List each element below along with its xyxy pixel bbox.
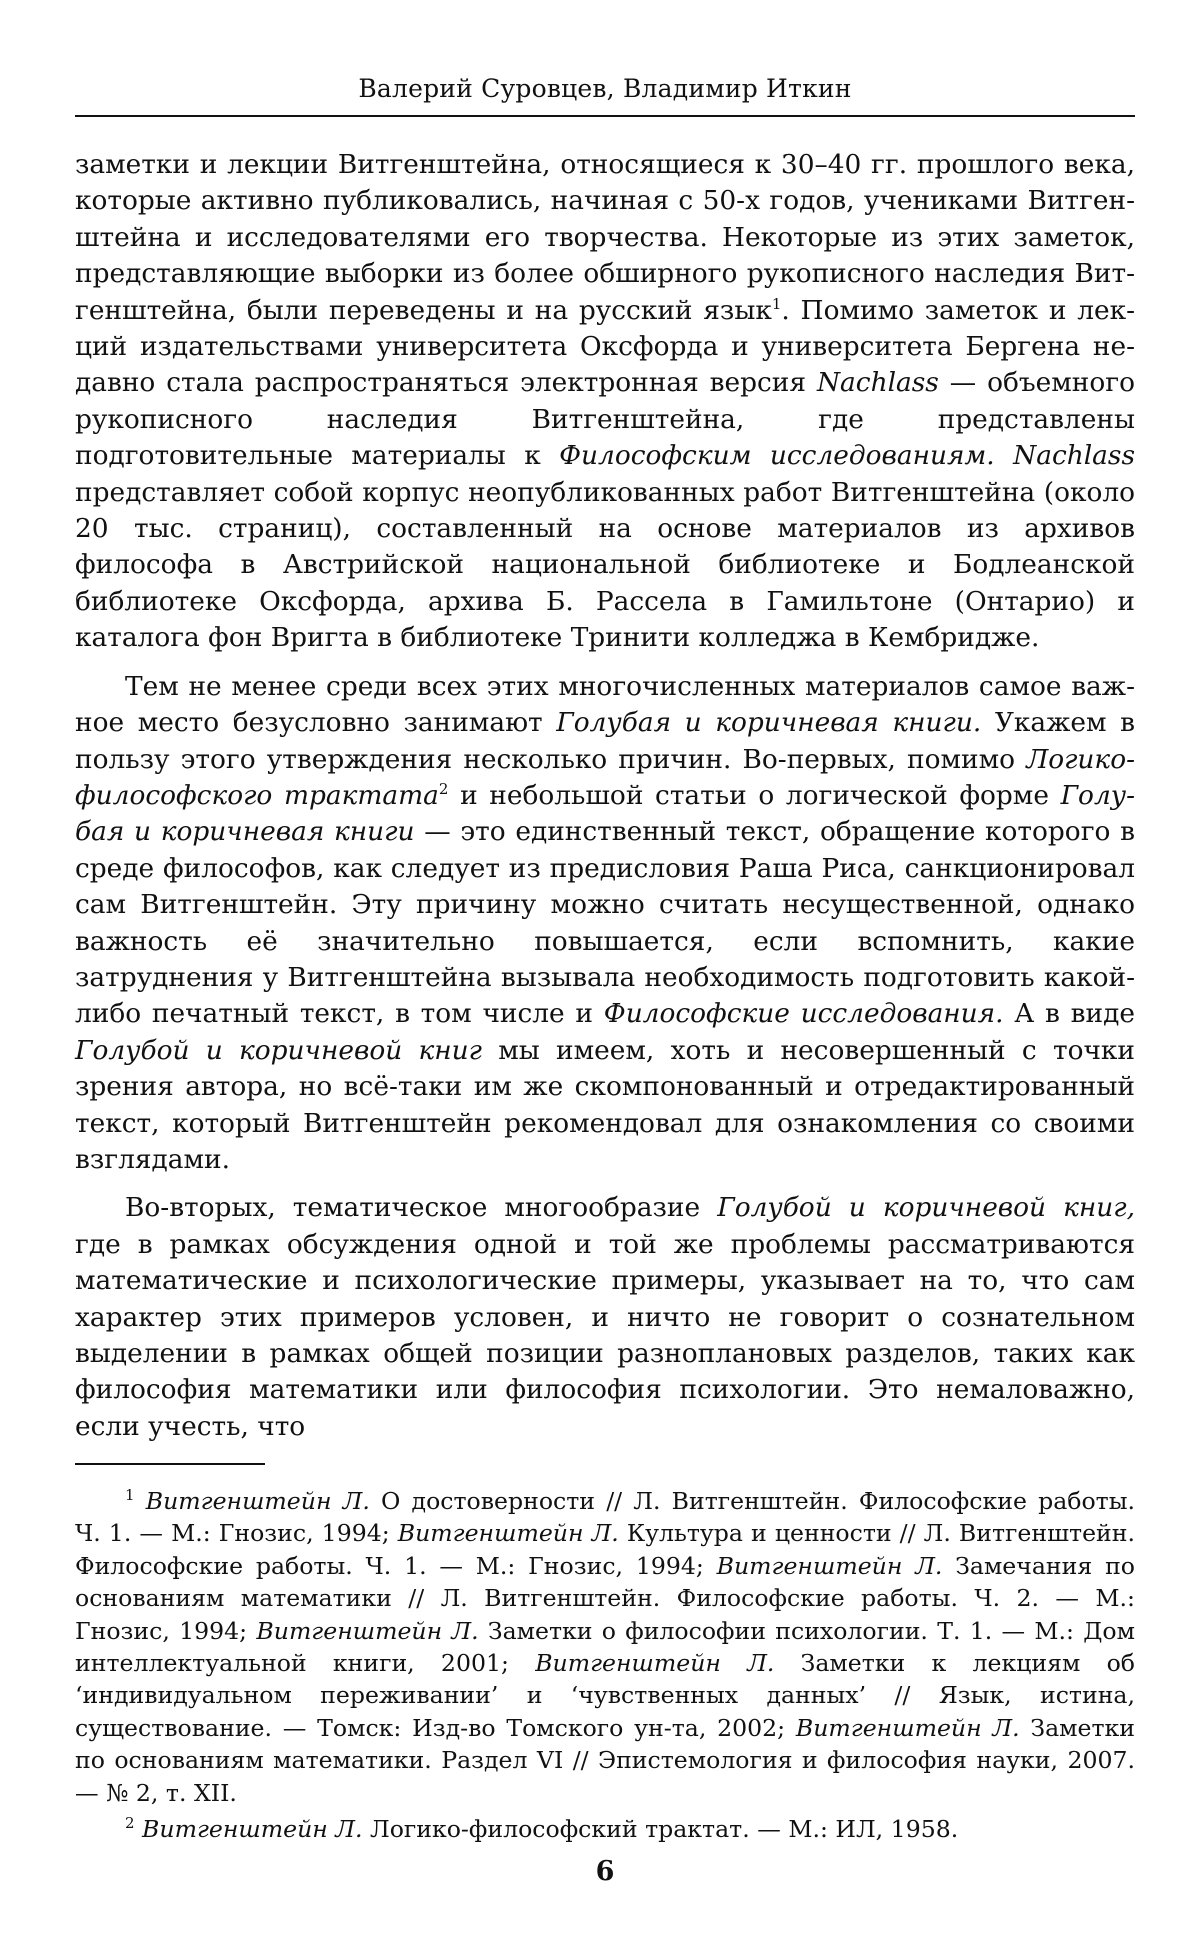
- text-run: — объемного рукописного наследия Витгенштейна, где представлены подготовительные материалы к: [75, 367, 1135, 472]
- text-run: Заметки по основаниям математики. Раздел VI // Эпистемология и философия науки, 2007. — № 2, т. XII.: [75, 1713, 1135, 1807]
- footnote-marker: 1: [125, 1486, 135, 1505]
- italic-term: Nachlass: [816, 367, 939, 399]
- paragraph-1: [75, 147, 1135, 657]
- text-run: А в виде: [1003, 998, 1135, 1030]
- author-name: Витгенштейн Л.: [397, 1519, 619, 1548]
- text-run: Заметки к лекциям об ‘индивидуальном переживании’ и ‘чувственных данных’ // Язык, истина, существование. — Томск: Изд-во Томского ун-та, 2002;: [75, 1649, 1135, 1742]
- text-run: Во-вторых, тематическое многообразие: [125, 1192, 718, 1224]
- italic-title: Философским исследованиям.: [559, 440, 995, 472]
- italic-title: Голубая и коричневая книги: [75, 779, 1135, 848]
- main-text: [75, 147, 1135, 1445]
- italic-title: Голубой и коричневой книг: [75, 1034, 482, 1066]
- text-run: заметки и лекции Витгенштейна, относящиеся к 30–40 гг. прошлого века, которые активно публиковались, начиная с 50-х годов, учениками Витгенштейна и исследователями его творчества. Некоторые из этих заметок, представляющие выборки из более обширного рукописного наследия Витгенштейна, были переведены и на русский язык: [75, 149, 1135, 326]
- book-page: [75, 0, 1135, 1943]
- italic-title: Голубая и коричневая книги.: [556, 707, 982, 739]
- text-run: Замечания по основаниям математики // Л. Витгенштейн. Философские работы. Ч. 2. — М.: Гнозис, 1994;: [75, 1551, 1135, 1645]
- footnote-ref-1[interactable]: 1: [771, 294, 782, 313]
- footnote-2: [75, 1813, 1135, 1845]
- text-run: [995, 440, 1013, 471]
- text-run: [135, 1487, 146, 1515]
- text-run: Культура и ценности // Л. Витгенштейн. Философские работы. Ч. 1. — М.: Гнозис, 1994;: [75, 1519, 1135, 1580]
- text-run: [135, 1815, 143, 1843]
- text-run: О достоверности // Л. Витгенштейн. Философские работы. Ч. 1. — М.: Гнозис, 1994;: [75, 1487, 1135, 1548]
- italic-title: Логико-философского трактата: [75, 743, 1135, 811]
- italic-term: Nachlass: [1013, 440, 1135, 472]
- header-rule: [75, 115, 1135, 117]
- text-run: . Помимо заметок и лекций издательствами университета Оксфорда и университета Бергена недавно стала распространяться электронная версия: [75, 294, 1135, 399]
- paragraph-3: [75, 1190, 1135, 1445]
- text-run: Заметки о философии психологии. Т. 1. — М.: Дом интеллектуальной книги, 2001;: [75, 1616, 1135, 1678]
- author-name: Витгенштейн Л.: [145, 1487, 370, 1515]
- text-run: — это единственный текст, обращение которого в среде философов, как следует из предисловия Раша Риса, санкционировал сам Витгенштейн. Эту причину можно считать несущественной, однако важность её значительно повышается, если вспомнить, какие затруднения у Витгенштейна вызывала необходимость подготовить какой-либо печатный текст, в том числе и: [75, 816, 1135, 1030]
- footnote-rule: [75, 1463, 265, 1465]
- text-run: Тем не менее среди всех этих многочисленных материалов самое важное место безусловно занимают: [75, 670, 1135, 739]
- text-run: Логико-философский трактат. — М.: ИЛ, 1958.: [362, 1815, 959, 1844]
- text-run: где в рамках обсуждения одной и той же проблемы рассматриваются математические и психологические примеры, указывает на то, что сам характер этих примеров условен, и ничто не говорит о сознательном выделении в рамках общей позиции разноплановых разделов, таких как философия математики или философия психологии. Это немаловажно, если учесть, что: [75, 1228, 1135, 1442]
- author-name: Витгенштейн Л.: [795, 1713, 1020, 1742]
- page-number: 6: [595, 1856, 615, 1887]
- text-run: Укажем в пользу этого утверждения несколько причин. Во-первых, помимо: [75, 707, 1135, 775]
- author-name: Витгенштейн Л.: [256, 1616, 479, 1645]
- running-head: Валерий Суровцев, Владимир Иткин: [358, 74, 852, 103]
- italic-title: Голубой и коричневой книг,: [717, 1192, 1136, 1224]
- text-run: представляет собой корпус неопубликованных работ Витгенштейна (около 20 тыс. страниц), составленный на основе материалов из архивов философа в Австрийской национальной библиотеке и Бодлеанской библиотеке Оксфорда, архива Б. Рассела в Гамильтоне (Онтарио) и каталога фон Вригта в библиотеке Тринити колледжа в Кембридже.: [75, 476, 1135, 654]
- author-name: Витгенштейн Л.: [142, 1815, 363, 1844]
- author-name: Витгенштейн Л.: [716, 1551, 943, 1580]
- footnotes: [75, 1485, 1135, 1845]
- footnote-ref-2[interactable]: 2: [438, 780, 449, 799]
- text-run: мы имеем, хоть и несовершенный с точки зрения автора, но всё-таки им же скомпонованный и отредактированный текст, который Витгенштейн рекомендовал для ознакомления со своими взглядами.: [75, 1034, 1135, 1175]
- author-name: Витгенштейн Л.: [535, 1649, 775, 1678]
- text-run: и небольшой статьи о логической форме: [448, 779, 1061, 811]
- italic-title: Философские исследования.: [603, 998, 1004, 1030]
- footnote-marker: 2: [125, 1814, 135, 1833]
- footnote-1: [75, 1485, 1135, 1809]
- paragraph-2: [75, 669, 1135, 1179]
